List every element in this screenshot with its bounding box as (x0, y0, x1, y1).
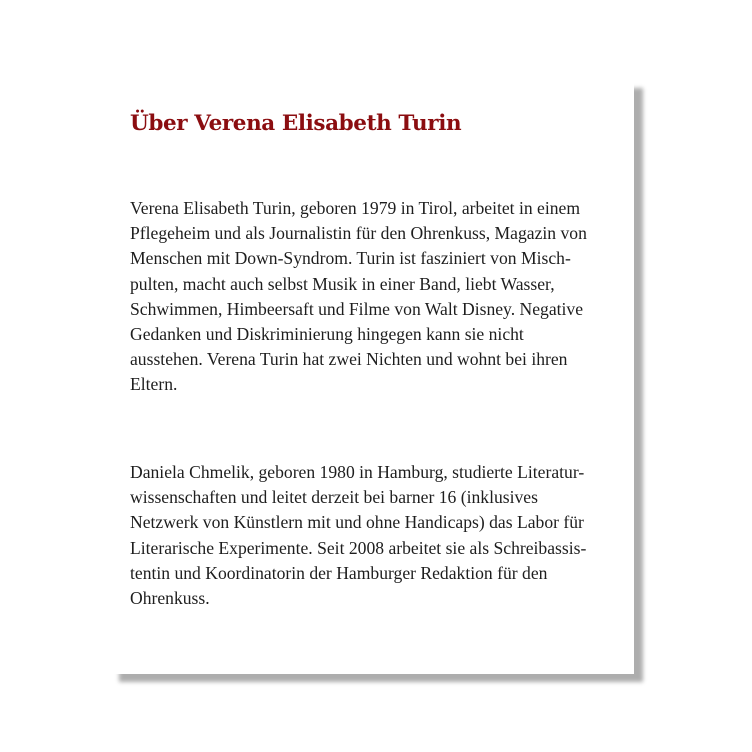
bio-line: Menschen mit Down-Syndrom. Turin ist fasziniert von Misch- (130, 248, 571, 269)
bio-line: Gedanken und Diskriminierung hingegen kann sie nicht (130, 324, 524, 345)
bio-line: Ohrenkuss. (130, 588, 210, 609)
bio-line: Eltern. (130, 374, 178, 395)
bio-line: Literarische Experimente. Seit 2008 arbeitet sie als Schreibassis- (130, 537, 587, 558)
bio-line: pulten, macht auch selbst Musik in einer Band, liebt Wasser, (130, 273, 555, 294)
author-bio-verena-turin (130, 196, 587, 398)
bio-line: tentin und Koordinatorin der Hamburger Redaktion für den (130, 562, 548, 583)
bio-line: Netzwerk von Künstlern mit und ohne Handicaps) das Labor für (130, 512, 584, 533)
bio-line: Pflegeheim und als Journalistin für den Ohrenkuss, Magazin von (130, 223, 587, 244)
bio-line: Daniela Chmelik, geboren 1980 in Hamburg, studierte Literatur- (130, 462, 585, 482)
author-bio-daniela-chmelik (130, 460, 586, 611)
bio-line: ausstehen. Verena Turin hat zwei Nichten und wohnt bei ihren (130, 349, 568, 370)
bio-line: wissenschaften und leitet derzeit bei barner 16 (inklusives (130, 487, 538, 508)
page-title: Über Verena Elisabeth Turin (130, 111, 462, 136)
bio-line: Verena Elisabeth Turin, geboren 1979 in Tirol, arbeitet in einem (130, 198, 581, 218)
bio-line: Schwimmen, Himbeersaft und Filme von Walt Disney. Negative (130, 298, 584, 319)
